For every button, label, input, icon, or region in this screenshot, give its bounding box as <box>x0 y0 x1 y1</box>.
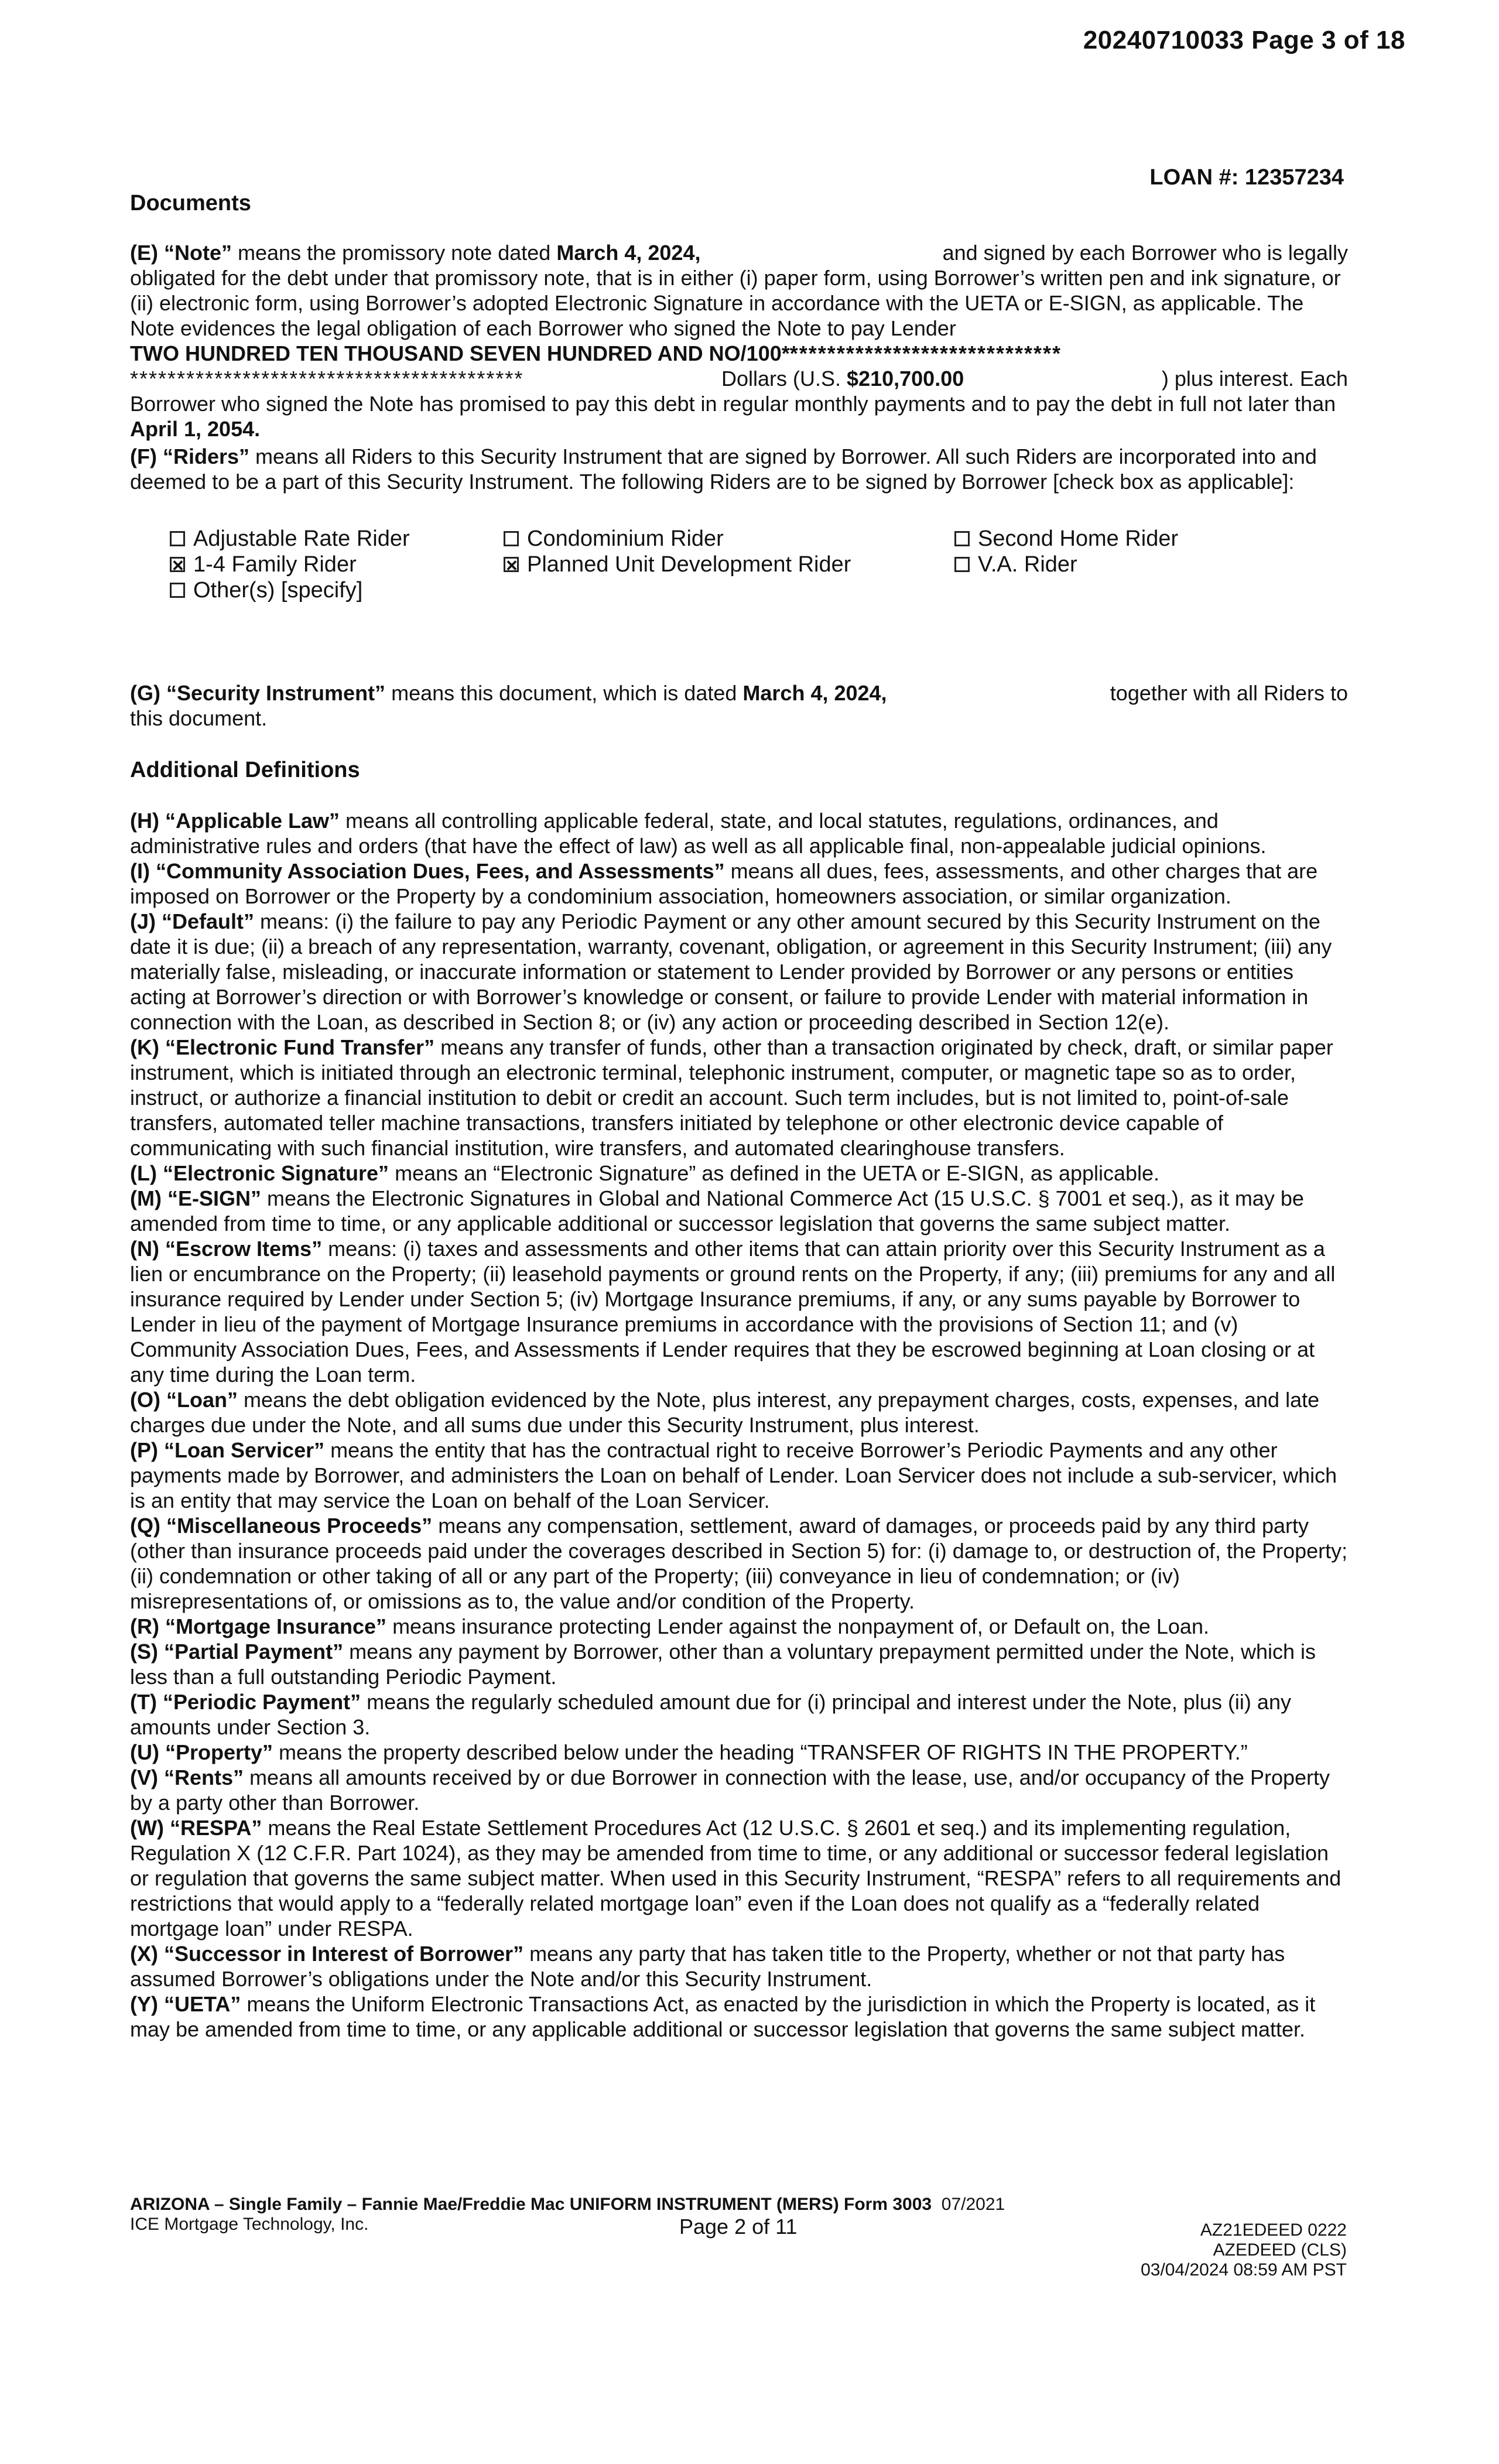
definition-item: (J) “Default” means: (i) the failure to pay any Periodic Payment or any other amount secured by this Security Instrument on the date it is due; (ii) a breach of any representation, warranty, covenant, obligation, or agreement in this Security Instrument; (iii) any materially false, misleading, or inaccurate information or statement to Lender provided by Borrower or any persons or entities acting at Borrower’s direction or with Borrower’s knowledge or consent, or failure to provide Lender with material information in connection with the Loan, as described in Section 8; or (iv) any action or proceeding described in Section 12(e). <box>130 909 1332 1034</box>
definition-term: (R) “Mortgage Insurance” <box>130 1614 387 1638</box>
definition-item: (U) “Property” means the property described below under the heading “TRANSFER OF RIGHTS IN THE PROPERTY.” <box>130 1740 1248 1764</box>
rider-second-home[interactable]: Second Home Rider <box>954 526 1282 552</box>
checkbox[interactable] <box>954 557 970 572</box>
recording-number-and-page: 20240710033 Page 3 of 18 <box>1083 26 1405 54</box>
definition-term: (K) “Electronic Fund Transfer” <box>130 1035 435 1059</box>
rider-va[interactable]: V.A. Rider <box>954 552 1282 577</box>
page-number: Page 2 of 11 <box>679 2215 798 2239</box>
definition-security-instrument: (G) “Security Instrument” means this document, which is dated March 4, 2024, together with all Riders to this document. <box>130 681 1348 730</box>
definition-term: (H) “Applicable Law” <box>130 809 340 833</box>
definition-note: (E) “Note” means the promissory note dated March 4, 2024, and signed by each Borrower who is legally obligated for the debt under that promissory note, that is in either (i) paper form, using Borrower’s written pen and ink signature, or (ii) electronic form, using Borrower’s adopted Electronic Signature in accordance with the UETA or E-SIGN, as applicable. The Note evidences the legal obligation of each Borrower who signed the Note to pay Lender TWO HUNDRED TEN THOUSAND SEVEN HUNDRED AND NO/100****************************** ****************************************** Dollars (U.S. $210,700.00 ) plus interest. Each Borrower who signed the Note has promised to pay this debt in regular monthly payments and to pay the debt in full not later than April 1, 2054. <box>130 241 1348 441</box>
note-amount: $210,700.00 <box>847 367 964 391</box>
definition-item: (L) “Electronic Signature” means an “Electronic Signature” as defined in the UETA or E-SIGN, as applicable. <box>130 1161 1160 1185</box>
definition-item: (I) “Community Association Dues, Fees, and Assessments” means all dues, fees, assessments, and other charges that are imposed on Borrower or the Property by a condominium association, homeowners association, or similar organization. <box>130 859 1318 908</box>
rider-adjustable-rate[interactable]: Adjustable Rate Rider <box>170 526 504 552</box>
maturity-date: April 1, 2054. <box>130 417 261 441</box>
note-date: March 4, 2024, <box>556 241 701 265</box>
definition-item: (O) “Loan” means the debt obligation evidenced by the Note, plus interest, any prepayment charges, costs, expenses, and late charges due under the Note, and all sums due under this Security Instrument, plus interest. <box>130 1388 1320 1437</box>
definition-term: (S) “Partial Payment” <box>130 1640 344 1664</box>
definition-term: (V) “Rents” <box>130 1765 244 1789</box>
rider-planned-unit-development[interactable]: × Planned Unit Development Rider <box>504 552 954 577</box>
checkbox[interactable] <box>170 531 185 546</box>
rider-checklist <box>170 526 1282 603</box>
checkbox[interactable] <box>504 557 519 572</box>
checkbox[interactable] <box>170 583 185 598</box>
definition-term: (E) “Note” <box>130 241 232 265</box>
definition-term: (X) “Successor in Interest of Borrower” <box>130 1942 524 1966</box>
definition-item: (N) “Escrow Items” means: (i) taxes and assessments and other items that can attain priority over this Security Instrument as a lien or encumbrance on the Property; (ii) leasehold payments or ground rents on the Property, if any; (iii) premiums for any and all insurance required by Lender under Section 5; (iv) Mortgage Insurance premiums, if any, or any sums payable by Borrower to Lender in lieu of the payment of Mortgage Insurance premiums in accordance with the provisions of Section 11; and (v) Community Association Dues, Fees, and Assessments if Lender requires that they be escrowed beginning at Loan closing or at any time during the Loan term. <box>130 1237 1336 1387</box>
definition-item: (Y) “UETA” means the Uniform Electronic Transactions Act, as enacted by the jurisdiction in which the Property is located, as it may be amended from time to time, or any applicable additional or successor legislation that governs the same subject matter. <box>130 1992 1316 2041</box>
definition-item: (Q) “Miscellaneous Proceeds” means any compensation, settlement, award of damages, or proceeds paid by any third party (other than insurance proceeds paid under the coverages described in Section 5) for: (i) damage to, or destruction of, the Property; (ii) condemnation or other taking of all or any part of the Property; (iii) conveyance in lieu of condemnation; or (iv) misrepresentations of, or omissions as to, the value and/or condition of the Property. <box>130 1514 1348 1613</box>
loan-number: LOAN #: 12357234 <box>1149 165 1344 190</box>
definition-item: (R) “Mortgage Insurance” means insurance protecting Lender against the nonpayment of, or Default on, the Loan. <box>130 1614 1209 1638</box>
rider-other[interactable]: Other(s) [specify] <box>170 577 504 603</box>
definition-item: (V) “Rents” means all amounts received by or due Borrower in connection with the lease, use, and/or occupancy of the Property by a party other than Borrower. <box>130 1765 1330 1815</box>
definition-riders: (F) “Riders” means all Riders to this Security Instrument that are signed by Borrower. All such Riders are incorporated into and deemed to be a part of this Security Instrument. The following Riders are to be signed by Borrower [check box as applicable]: <box>130 444 1317 494</box>
form-codes: AZ21EDEED 0222 AZEDEED (CLS) 03/04/2024 08:59 AM PST <box>1141 2220 1347 2280</box>
definition-term: (J) “Default” <box>130 909 255 933</box>
definition-item: (M) “E-SIGN” means the Electronic Signatures in Global and National Commerce Act (15 U.S.C. § 7001 et seq.), as it may be amended from time to time, or any applicable additional or successor legislation that governs the same subject matter. <box>130 1186 1304 1236</box>
definition-item: (S) “Partial Payment” means any payment by Borrower, other than a voluntary prepayment permitted under the Note, which is less than a full outstanding Periodic Payment. <box>130 1640 1316 1689</box>
definition-term: (T) “Periodic Payment” <box>130 1690 361 1714</box>
definition-term: (L) “Electronic Signature” <box>130 1161 389 1185</box>
definition-item: (P) “Loan Servicer” means the entity that has the contractual right to receive Borrower’s Periodic Payments and any other payments made by Borrower, and administers the Loan on behalf of Lender. Loan Servicer does not include a sub-servicer, which is an entity that may service the Loan on behalf of the Loan Servicer. <box>130 1438 1337 1512</box>
section-heading-additional-definitions: Additional Definitions <box>130 758 360 782</box>
definition-term: (N) “Escrow Items” <box>130 1237 323 1261</box>
definition-item: (X) “Successor in Interest of Borrower” means any party that has taken title to the Property, whether or not that party has assumed Borrower’s obligations under the Note and/or this Security Instrument. <box>130 1942 1285 1991</box>
definitions-list <box>130 808 1348 2042</box>
definition-term: (U) “Property” <box>130 1740 273 1764</box>
definition-term: (Y) “UETA” <box>130 1992 241 2016</box>
definition-term: (P) “Loan Servicer” <box>130 1438 325 1462</box>
definition-term: (W) “RESPA” <box>130 1816 262 1840</box>
section-heading-documents: Documents <box>130 191 251 215</box>
rider-1-4-family[interactable]: × 1-4 Family Rider <box>170 552 504 577</box>
note-amount-words: TWO HUNDRED TEN THOUSAND SEVEN HUNDRED AND NO/100* <box>130 341 790 365</box>
definition-item: (T) “Periodic Payment” means the regularly scheduled amount due for (i) principal and interest under the Note, plus (ii) any amounts under Section 3. <box>130 1690 1291 1739</box>
checkbox[interactable] <box>504 531 519 546</box>
definition-item: (H) “Applicable Law” means all controlling applicable federal, state, and local statutes, regulations, ordinances, and administrative rules and orders (that have the effect of law) as well as all applicable final, non-appealable judicial opinions. <box>130 809 1267 858</box>
checkbox[interactable] <box>954 531 970 546</box>
definition-item: (W) “RESPA” means the Real Estate Settlement Procedures Act (12 U.S.C. § 2601 et seq.) and its implementing regulation, Regulation X (12 C.F.R. Part 1024), as they may be amended from time to time, or any additional or successor federal legislation or regulation that governs the same subject matter. When used in this Security Instrument, “RESPA” refers to all requirements and restrictions that would apply to a “federally related mortgage loan” even if the Loan does not qualify as a “federally related mortgage loan” under RESPA. <box>130 1816 1341 1941</box>
definition-term: (M) “E-SIGN” <box>130 1186 261 1210</box>
definition-term: (O) “Loan” <box>130 1388 238 1412</box>
definition-term: (Q) “Miscellaneous Proceeds” <box>130 1514 433 1538</box>
definition-item: (K) “Electronic Fund Transfer” means any transfer of funds, other than a transaction originated by check, draft, or similar paper instrument, which is initiated through an electronic terminal, telephonic instrument, computer, or magnetic tape so as to order, instruct, or authorize a financial institution to debit or credit an account. Such term includes, but is not limited to, point-of-sale transfers, automated teller machine transactions, transfers initiated by telephone or other electronic device capable of communicating with such financial institution, wire transfers, and automated clearinghouse transfers. <box>130 1035 1333 1160</box>
rider-condominium[interactable]: Condominium Rider <box>504 526 954 552</box>
form-footer: ARIZONA – Single Family – Fannie Mae/Freddie Mac UNIFORM INSTRUMENT (MERS) Form 3003 07/2021 ICE Mortgage Technology, Inc. <box>130 2195 1005 2234</box>
definition-term: (I) “Community Association Dues, Fees, and Assessments” <box>130 859 725 883</box>
checkbox[interactable] <box>170 557 185 572</box>
